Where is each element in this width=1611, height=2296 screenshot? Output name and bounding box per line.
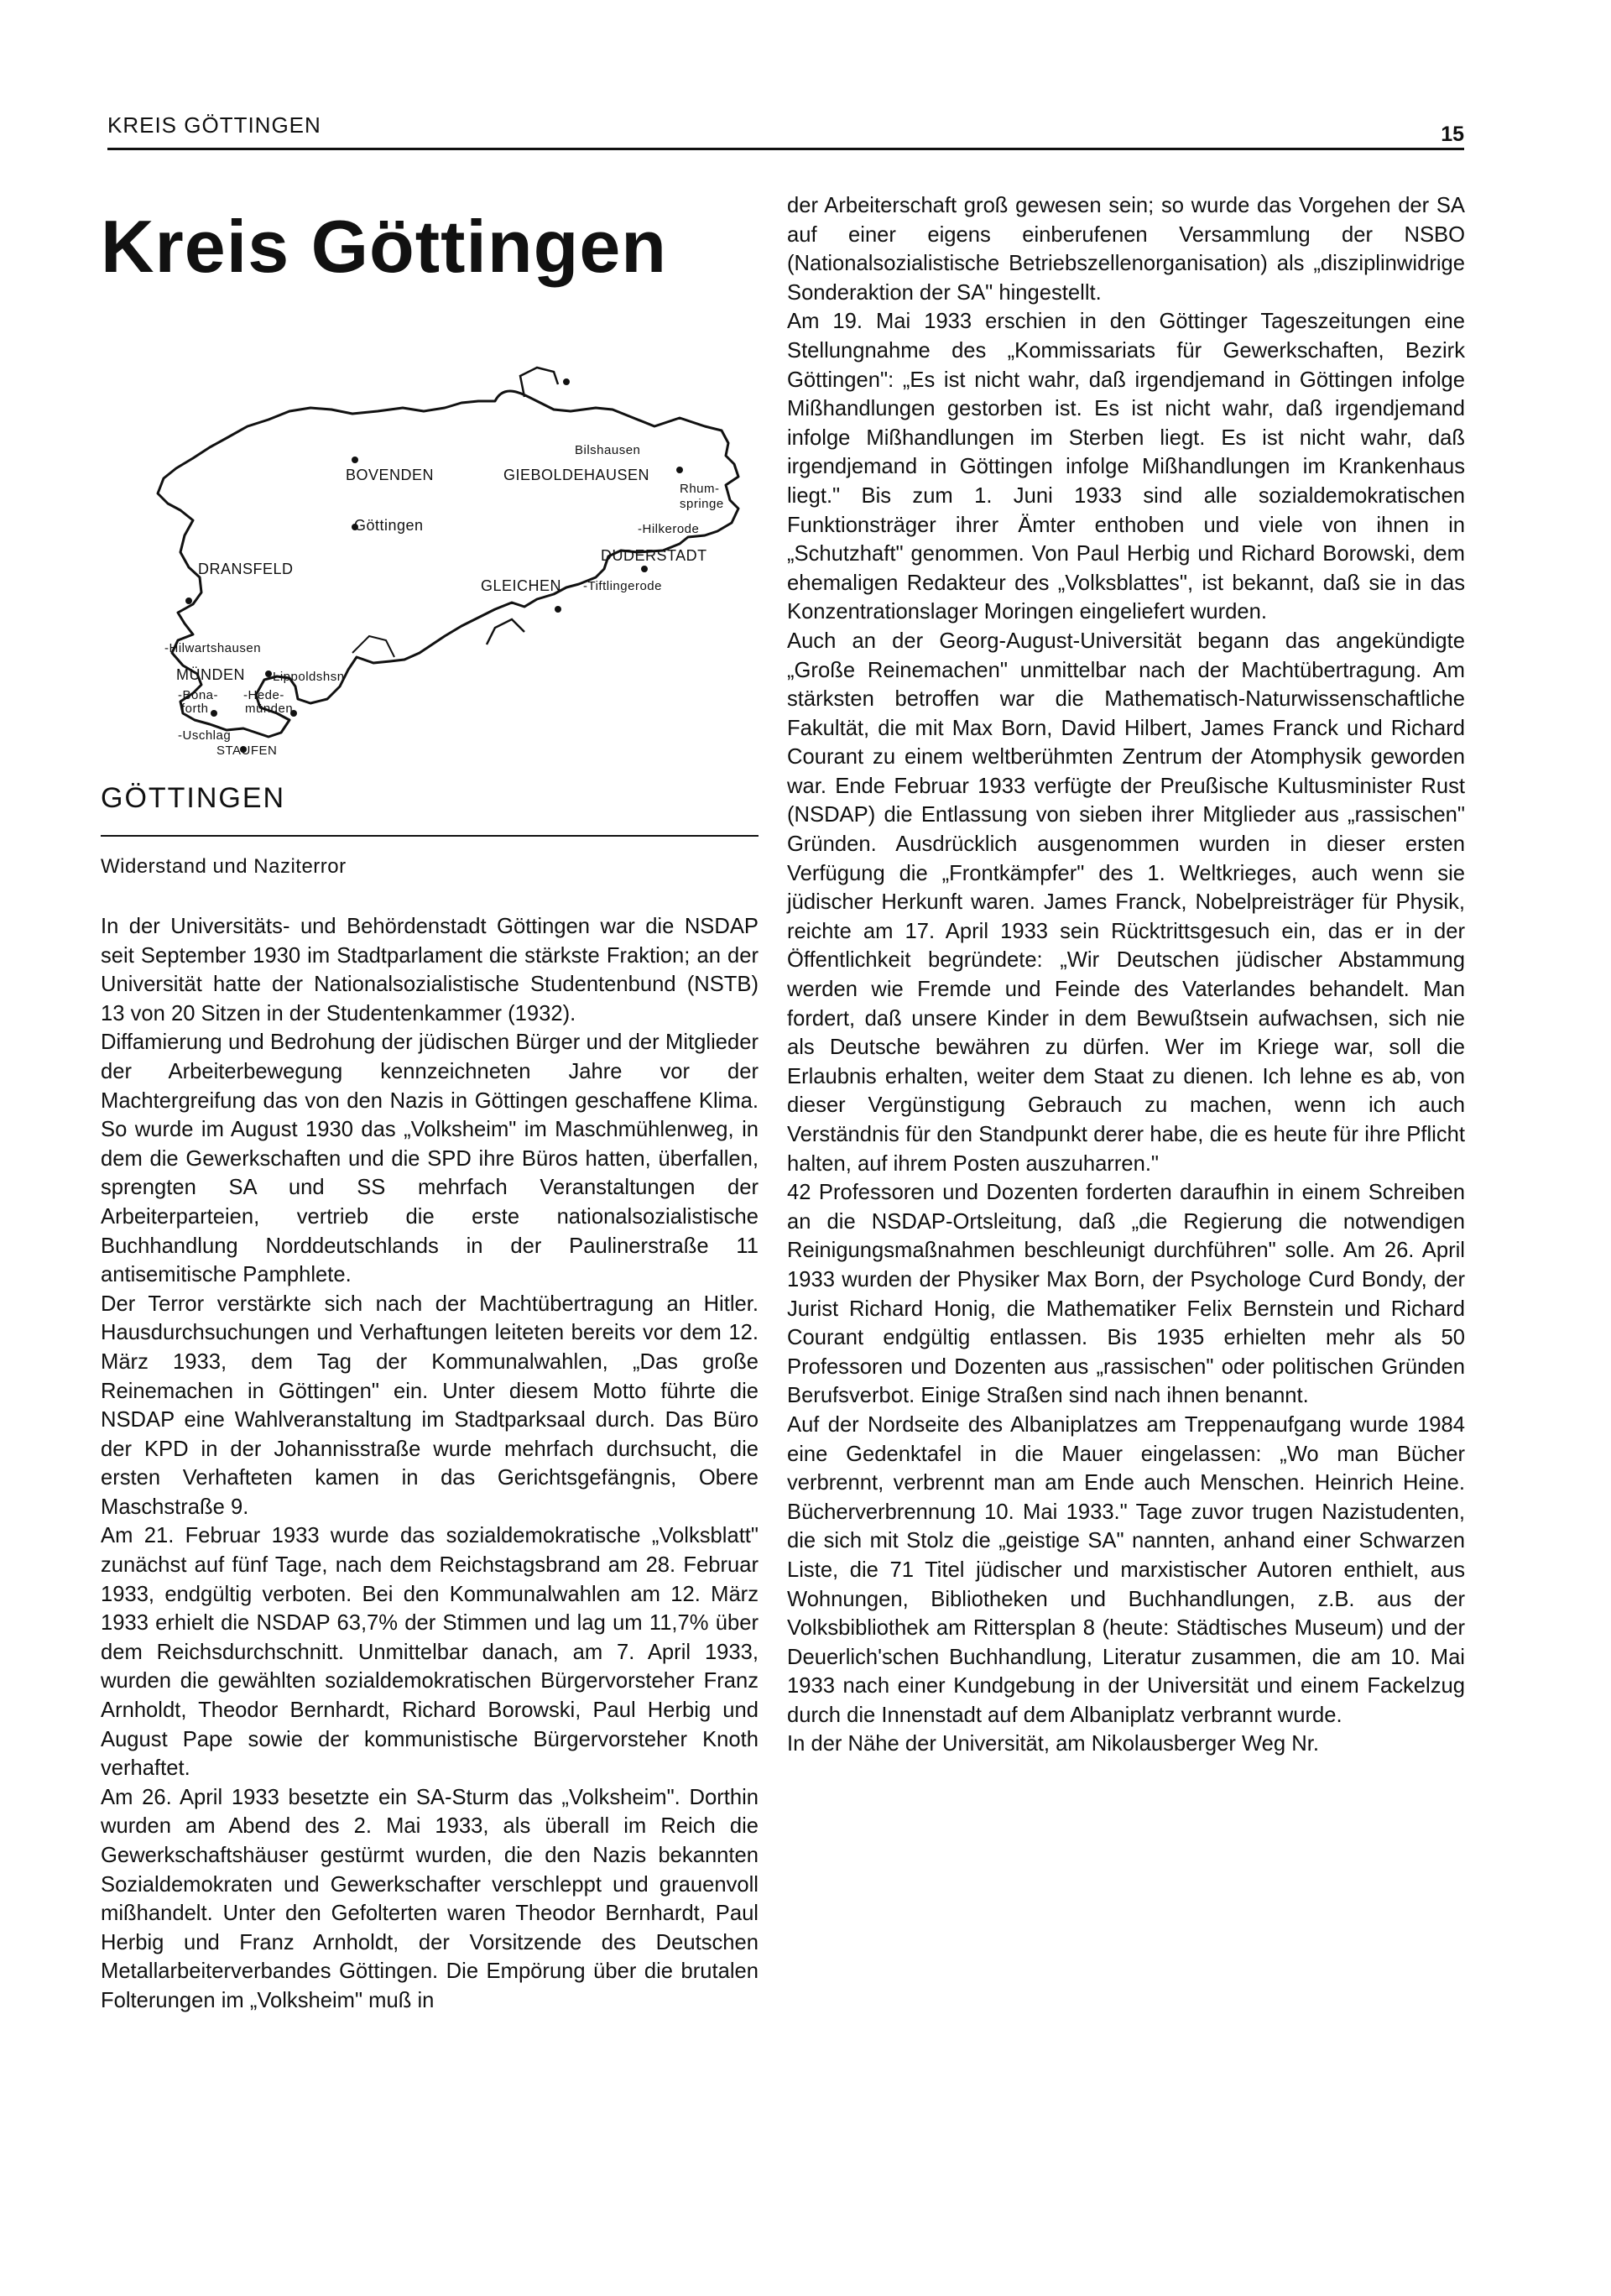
map-label-bilshausen: Bilshausen <box>575 443 641 457</box>
right-body-text <box>787 191 1465 1759</box>
body-paragraph: Am 26. April 1933 besetzte ein SA-Sturm das „Volksheim". Dorthin wurden am Abend des 2. Mai 1933, als überall im Reich die Gewerkschaftshäuser gestürmt wurden, die den Nazis bekannten Sozialdemokraten und Gewerkschafter verschleppt und grauenvoll mißhandelt. Unter den Gefolterten waren Theodor Bernhardt, Paul Herbig und Franz Arnholdt, der Vorsitzende des Deutschen Metallarbeiterverbandes Göttingen. Die Empörung über die brutalen Folterungen im „Volksheim" muß in <box>101 1785 759 2012</box>
running-header-title: KREIS GÖTTINGEN <box>107 112 321 138</box>
left-body-text <box>101 912 759 2016</box>
map-label-hilwartshausen: -Hilwartshausen <box>164 641 262 655</box>
map-label-gleichen: GLEICHEN <box>481 577 562 594</box>
section-subtitle: Widerstand und Naziterror <box>101 855 347 878</box>
map-label-duderstadt: DUDERSTADT <box>601 547 707 564</box>
map-label-goettingen: Göttingen <box>354 517 424 534</box>
body-paragraph: Auf der Nordseite des Albaniplatzes am Treppenaufgang wurde 1984 eine Gedenktafel in die Mauer eingelassen: „Wo man Bücher verbrennt, verbrennt man am Ende auch Menschen. Heinrich Heine. Bücherverbrennung 10. Mai 1933." Tage zuvor trugen Nazistudenten, die sich mit Stolz die „geistige SA" nannten, anhand einer Schwarzen Liste, die 71 Titel jüdischer und marxistischer Autoren enthielt, aus Wohnungen, Bibliotheken und Buchhandlungen, z.B. aus der Volksbibliothek am Rittersplan 8 (heute: Städtisches Museum) und der Deuerlich'schen Buchhandlung, Literatur zusammen, die am 10. Mai 1933 nach einer Kundgebung in der Universität und einem Fackelzug durch die Innenstadt auf dem Albaniplatz verbrannt wurde. <box>787 1412 1465 1727</box>
map-label-bonaforth-2: forth <box>181 702 209 716</box>
map-label-tiftlingerode: -Tiftlingerode <box>583 579 662 593</box>
map-label-rhumspringe-1: Rhum- <box>680 482 720 496</box>
body-paragraph: Auch an der Georg-August-Universität begann das angekündigte „Große Reinemachen" unmittelbar nach der Machtübertragung. Am stärksten betroffen war die Mathematisch-Naturwissenschaftliche Fakultät, die mit Max Born, David Hilbert, James Franck und Richard Courant zu einem weltberühmten Zentrum der Atomphysik geworden war. Ende Februar 1933 verfügte der Preußische Kultusminister Rust (NSDAP) die Entlassung von sieben ihrer Mitglieder aus „rassischen" Gründen. Ausdrücklich ausgenommen wurden in dieser ersten Verfügung die „Frontkämpfer" des 1. Weltkrieges, auch wenn sie jüdischer Herkunft waren. James Franck, Nobelpreisträger für Physik, reichte am 17. April 1933 sein Rücktrittsgesuch ein, das er in der Öffentlichkeit begründete: „Wir Deutschen jüdischer Abstammung werden wie Fremde und Feinde des Vaterlandes behandelt. Man fordert, daß unsere Kinder in dem Bewußtsein aufwachsen, sich nie als Deutsche bewähren zu dürfen. Wer im Kriege war, soll die Erlaubnis erhalten, weiter dem Staat zu dienen. Ich lehne es ab, von dieser Vergünstigung Gebrauch zu machen, wenn ich auch Verständnis für den Standpunkt derer habe, die es heute für ihre Pflicht halten, auf ihrem Posten auszuharren." <box>787 629 1465 1176</box>
page-header <box>107 107 1464 148</box>
body-paragraph: Der Terror verstärkte sich nach der Machtübertragung an Hitler. Hausdurchsuchungen und Verhaftungen leiteten bereits vor dem 12. März 1933, dem Tag der Kommunalwahlen, „Das große Reinemachen in Göttingen" ein. Unter diesem Motto führte die NSDAP eine Wahlveranstaltung im Stadtparksaal durch. Das Büro der KPD in der Johannisstraße wurde mehrfach durchsucht, die ersten Verhafteten kamen in das Gerichtsgefängnis, Obere Maschstraße 9. <box>101 1292 759 1519</box>
map-label-hedemuenden-1: -Hede- <box>243 688 284 702</box>
map-label-hedemuenden-2: münden <box>245 702 294 716</box>
body-paragraph: der Arbeiterschaft groß gewesen sein; so wurde das Vorgehen der SA auf einer eigens einberufenen Versammlung der NSBO (Nationalsozialistische Betriebszellenorganisation) als „disziplinwidrige Sonderaktion der SA" hingestellt. <box>787 194 1465 305</box>
map-label-rhumspringe-2: springe <box>680 497 724 511</box>
section-rule <box>101 835 759 837</box>
body-paragraph: 42 Professoren und Dozenten forderten daraufhin in einem Schreiben an die NSDAP-Ortsleitung, daß „die Regierung die notwendigen Reinigungsmaßnahmen beschleunigt durchführen" solle. Am 26. April 1933 wurden der Physiker Max Born, der Psychologe Curd Bondy, der Jurist Richard Honig, die Mathematiker Felix Bernstein und Richard Courant endgültig entlassen. Bis 1935 erhielten mehr als 50 Professoren und Dozenten aus „rassischen" oder politischen Gründen Berufsverbot. Einige Straßen sind nach ihnen benannt. <box>787 1181 1465 1408</box>
map-label-gieboldehausen: GIEBOLDEHAUSEN <box>503 467 650 483</box>
map-label-hilkerode: -Hilkerode <box>638 522 700 536</box>
body-paragraph: Diffamierung und Bedrohung der jüdischen Bürger und der Mitglieder der Arbeiterbewegung kennzeichneten Jahre vor der Machtergreifung das von den Nazis in Göttingen geschaffene Klima. So wurde im August 1930 das „Volksheim" im Maschmühlenweg, in dem die Gewerkschaften und die SPD ihre Büros hatten, überfallen, sprengten SA und SS mehrfach Veranstaltungen der Arbeiterparteien, vertrieb die erste nationalsozialistische Buchhandlung Norddeutschlands in der Paulinerstraße 11 antisemitische Pamphlete. <box>101 1031 759 1287</box>
map-label-staufenberg-1: STAUFEN <box>216 744 278 758</box>
map-label-dransfeld: DRANSFELD <box>198 561 294 577</box>
map-label-lippoldshausen: Lippoldshsn <box>273 670 345 684</box>
map-label-bonaforth-1: -Bona- <box>178 688 219 702</box>
map-label-muenden: MÜNDEN <box>176 666 245 683</box>
body-paragraph: In der Nähe der Universität, am Nikolausberger Weg Nr. <box>787 1732 1319 1756</box>
district-map <box>101 284 759 758</box>
body-paragraph: Am 21. Februar 1933 wurde das sozialdemokratische „Volksblatt" zunächst auf fünf Tage, nach dem Reichstagsbrand am 28. Februar 1933, endgültig verboten. Bei den Kommunalwahlen am 12. März 1933 erhielt die NSDAP 63,7% der Stimmen und lag um 11,7% über dem Reichsdurchschnitt. Unmittelbar danach, am 7. April 1933, wurden die gewählten sozialdemokratischen Bürgervorsteher Franz Arnholdt, Theodor Bernhardt, Richard Borowski, Paul Herbig und August Pape sowie der kommunistische Bürgervorsteher Knoth verhaftet. <box>101 1524 759 1781</box>
body-paragraph: In der Universitäts- und Behördenstadt Göttingen war die NSDAP seit September 1930 im Stadtparlament die stärkste Fraktion; an der Universität hatte der Nationalsozialistische Studentenbund (NSTB) 13 von 20 Sitzen in der Studentenkammer (1932). <box>101 915 759 1025</box>
left-column <box>101 191 759 2016</box>
page-number: 15 <box>1441 123 1464 146</box>
header-rule <box>107 148 1464 150</box>
section-title: GÖTTINGEN <box>101 782 286 814</box>
body-paragraph: Am 19. Mai 1933 erschien in den Göttinger Tageszeitungen eine Stellungnahme des „Kommissariats für Gewerkschaften, Bezirk Göttingen": „Es ist nicht wahr, daß irgendjemand in Göttingen infolge Mißhandlungen gestorben ist. Es ist nicht wahr, daß irgendjemand infolge Mißhandlungen im Sterben liegt. Es ist nicht wahr, daß irgendjemand in Göttingen infolge Mißhandlungen im Krankenhaus liegt." Bis zum 1. Juni 1933 sind alle sozialdemokratischen Funktionsträger ihrer Ämter enthoben und viele von ihnen in „Schutzhaft" genommen. Von Paul Herbig und Richard Borowski, dem ehemaligen Redakteur des „Volksblattes", ist bekannt, daß sie in das Konzentrationslager Moringen eingeliefert wurden. <box>787 310 1465 624</box>
main-title: Kreis Göttingen <box>101 205 668 288</box>
right-column <box>787 191 1465 1759</box>
map-label-bovenden: BOVENDEN <box>346 467 435 483</box>
map-label-uschlag: -Uschlag <box>178 728 232 743</box>
